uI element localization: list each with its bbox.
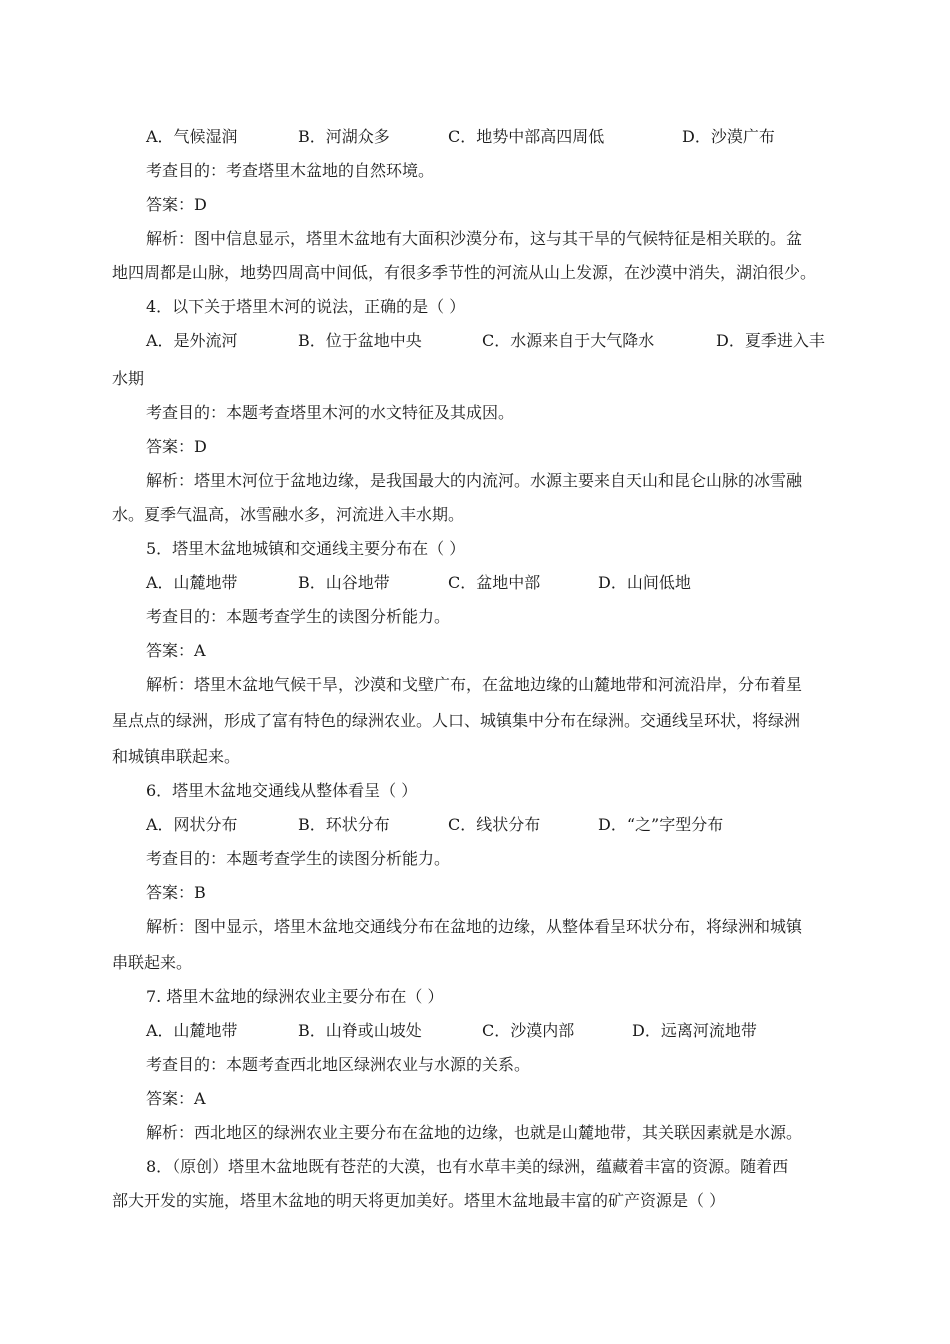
- q5-analysis-line2: 星点点的绿洲，形成了富有特色的绿洲农业。人口、城镇集中分布在绿洲。交通线呈环状，将绿洲: [112, 711, 801, 730]
- q7-option-c: C．沙漠内部: [482, 1021, 575, 1040]
- q4-stem: 4．以下关于塔里木河的说法，正确的是（ ）: [146, 297, 466, 316]
- q6-analysis-line1: 解析：图中显示，塔里木盆地交通线分布在盆地的边缘，从整体看呈环状分布，将绿洲和城镇: [146, 917, 803, 936]
- q8-stem-line2: 部大开发的实施，塔里木盆地的明天将更加美好。塔里木盆地最丰富的矿产资源是（ ）: [112, 1191, 726, 1210]
- q5-answer: 答案：A: [146, 641, 206, 660]
- q5-option-a: A．山麓地带: [146, 573, 238, 592]
- q3-analysis-line1: 解析：图中信息显示，塔里木盆地有大面积沙漠分布，这与其干旱的气候特征是相关联的。盆: [146, 229, 803, 248]
- q4-option-d-cont: 水期: [112, 369, 145, 388]
- q5-stem: 5．塔里木盆地城镇和交通线主要分布在（ ）: [146, 539, 466, 558]
- q6-option-c: C．线状分布: [448, 815, 541, 834]
- q7-option-b: B．山脊或山坡处: [298, 1021, 422, 1040]
- q7-option-a: A．山麓地带: [146, 1021, 238, 1040]
- q5-analysis-line3: 和城镇串联起来。: [112, 747, 241, 766]
- q4-analysis-line1: 解析：塔里木河位于盆地边缘，是我国最大的内流河。水源主要来自天山和昆仑山脉的冰雪融: [146, 471, 803, 490]
- q6-option-b: B．环状分布: [298, 815, 390, 834]
- q7-option-d: D．远离河流地带: [632, 1021, 757, 1040]
- q4-answer: 答案：D: [146, 437, 207, 456]
- q7-answer: 答案：A: [146, 1089, 206, 1108]
- q4-purpose: 考查目的：本题考查塔里木河的水文特征及其成因。: [146, 403, 515, 422]
- q5-option-c: C．盆地中部: [448, 573, 541, 592]
- q3-analysis-line2: 地四周都是山脉，地势四周高中间低，有很多季节性的河流从山上发源，在沙漠中消失，湖泊很少。: [112, 263, 817, 282]
- q7-stem: 7. 塔里木盆地的绿洲农业主要分布在（ ）: [146, 987, 444, 1006]
- q4-option-b: B．位于盆地中央: [298, 331, 422, 350]
- q3-option-b: B．河湖众多: [298, 127, 390, 146]
- q3-purpose: 考查目的：考查塔里木盆地的自然环境。: [146, 161, 435, 180]
- q6-purpose: 考查目的：本题考查学生的读图分析能力。: [146, 849, 451, 868]
- q4-option-c: C．水源来自于大气降水: [482, 331, 655, 350]
- q7-analysis-line1: 解析：西北地区的绿洲农业主要分布在盆地的边缘，也就是山麓地带，其关联因素就是水源。: [146, 1123, 803, 1142]
- q8-stem-line1: 8．（原创）塔里木盆地既有苍茫的大漠，也有水草丰美的绿洲，蕴藏着丰富的资源。随着西: [146, 1157, 789, 1176]
- q4-option-d: D．夏季进入丰: [716, 331, 825, 350]
- q6-option-d: D．“之”字型分布: [598, 815, 724, 834]
- q3-option-a: A．气候湿润: [146, 127, 238, 146]
- q7-purpose: 考查目的：本题考查西北地区绿洲农业与水源的关系。: [146, 1055, 531, 1074]
- q5-purpose: 考查目的：本题考查学生的读图分析能力。: [146, 607, 451, 626]
- q5-option-b: B．山谷地带: [298, 573, 390, 592]
- q6-answer: 答案：B: [146, 883, 206, 902]
- q3-answer: 答案：D: [146, 195, 207, 214]
- q5-analysis-line1: 解析：塔里木盆地气候干旱，沙漠和戈壁广布，在盆地边缘的山麓地带和河流沿岸，分布着星: [146, 675, 803, 694]
- q3-option-c: C．地势中部高四周低: [448, 127, 605, 146]
- q3-option-d: D．沙漠广布: [682, 127, 775, 146]
- q6-analysis-line2: 串联起来。: [112, 953, 193, 972]
- q4-option-a: A．是外流河: [146, 331, 238, 350]
- q4-analysis-line2: 水。夏季气温高，冰雪融水多，河流进入丰水期。: [112, 505, 465, 524]
- q6-stem: 6．塔里木盆地交通线从整体看呈（ ）: [146, 781, 418, 800]
- q6-option-a: A．网状分布: [146, 815, 238, 834]
- q5-option-d: D．山间低地: [598, 573, 691, 592]
